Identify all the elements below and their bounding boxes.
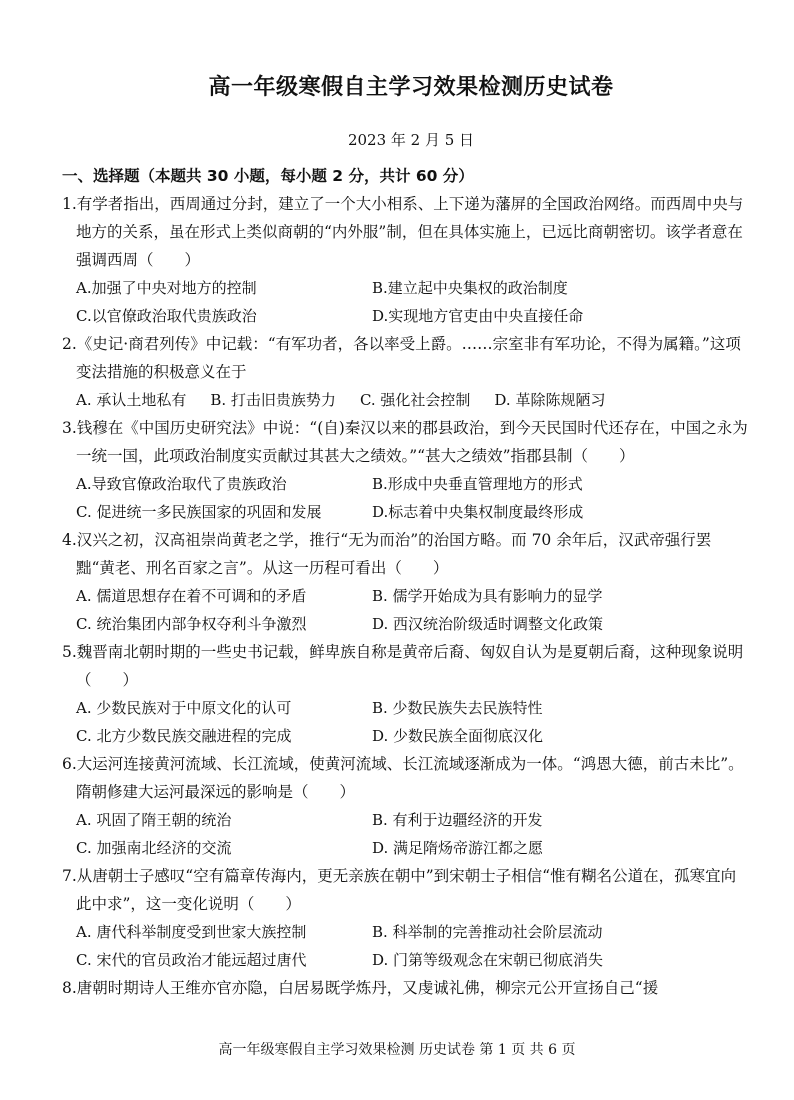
option-c: C. 统治集团内部争权夺利斗争激烈 — [76, 615, 307, 633]
section-heading: 一、选择题（本题共 30 小题，每小题 2 分，共计 60 分） — [62, 167, 474, 185]
question-7 — [62, 862, 750, 974]
option-b: B. 打击旧贵族势力 — [210, 391, 336, 409]
options-row — [62, 470, 750, 498]
option-d: D. 西汉统治阶级适时调整文化政策 — [372, 615, 604, 633]
option-c: C. 促进统一多民族国家的巩固和发展 — [76, 503, 322, 521]
exam-date: 2023 年 2 月 5 日 — [347, 131, 475, 149]
option-c: C. 加强南北经济的交流 — [76, 839, 232, 857]
option-b: B.建立起中央集权的政治制度 — [372, 279, 568, 297]
options-row — [62, 694, 750, 722]
question-stem: 8.唐朝时期诗人王维亦官亦隐，白居易既学炼丹，又虔诚礼佛，柳宗元公开宣扬自己“援 — [62, 979, 659, 997]
question-8 — [62, 974, 750, 1002]
option-c: C.以官僚政治取代贵族政治 — [76, 307, 257, 325]
option-d: D. 满足隋炀帝游江都之愿 — [372, 839, 544, 857]
option-b: B. 有利于边疆经济的开发 — [372, 811, 543, 829]
options-row — [62, 722, 750, 750]
option-b: B.形成中央垂直管理地方的形式 — [372, 475, 583, 493]
question-4 — [62, 526, 750, 638]
option-a: A. 唐代科举制度受到世家大族控制 — [76, 923, 307, 941]
options-row — [62, 834, 750, 862]
options-row — [62, 582, 750, 610]
question-stem: 7.从唐朝士子感叹“空有篇章传海内，更无亲族在朝中”到宋朝士子相信“惟有糊名公道在，孤寒宜向此中求”，这一变化说明（ ） — [62, 867, 737, 913]
option-b: B. 少数民族失去民族特性 — [372, 699, 543, 717]
question-stem: 2.《史记·商君列传》中记载：“有军功者，各以率受上爵。……宗室非有军功论，不得为属籍。”这项变法措施的积极意义在于 — [62, 335, 741, 381]
question-6 — [62, 750, 750, 862]
option-d: D.标志着中央集权制度最终形成 — [372, 503, 584, 521]
options-row — [62, 274, 750, 302]
page-footer: 高一年级寒假自主学习效果检测 历史试卷 第 1 页 共 6 页 — [218, 1042, 576, 1058]
question-3 — [62, 414, 750, 526]
option-a: A. 巩固了隋王朝的统治 — [76, 811, 232, 829]
question-stem: 5.魏晋南北朝时期的一些史书记载，鲜卑族自称是黄帝后裔、匈奴自认为是夏朝后裔，这种现象说明（ ） — [62, 643, 744, 689]
options-row — [62, 302, 750, 330]
option-a: A. 少数民族对于中原文化的认可 — [76, 699, 292, 717]
option-d: D. 革除陈规陋习 — [494, 391, 606, 409]
options-row — [62, 386, 750, 414]
option-a: A. 承认土地私有 — [76, 391, 187, 409]
options-row — [62, 806, 750, 834]
option-a: A. 儒道思想存在着不可调和的矛盾 — [76, 587, 307, 605]
option-a: A.加强了中央对地方的控制 — [76, 279, 257, 297]
question-1 — [62, 190, 750, 330]
option-c: C. 强化社会控制 — [359, 391, 471, 409]
options-row — [62, 498, 750, 526]
question-5 — [62, 638, 750, 750]
question-stem: 3.钱穆在《中国历史研究法》中说：“(自)秦汉以来的郡县政治，到今天民国时代还存在，中国之永为一统一国，此项政治制度实贡献过其甚大之绩效。”“甚大之绩效”指郡县制（ ） — [62, 419, 748, 465]
question-stem: 1.有学者指出，西周通过分封，建立了一个大小相系、上下递为藩屏的全国政治网络。而西周中央与地方的关系，虽在形式上类似商朝的“内外服”制，但在具体实施上，已远比商朝密切。该学者意在强调西周（ ） — [62, 195, 744, 269]
question-2 — [62, 330, 750, 414]
option-b: B. 科举制的完善推动社会阶层流动 — [372, 923, 603, 941]
options-row — [62, 610, 750, 638]
question-stem: 4.汉兴之初，汉高祖崇尚黄老之学，推行“无为而治”的治国方略。而 70 余年后，汉武帝强行罢黜“黄老、刑名百家之言”。从这一历程可看出（ ） — [62, 531, 712, 577]
option-a: A.导致官僚政治取代了贵族政治 — [76, 475, 287, 493]
option-c: C. 宋代的官员政治才能远超过唐代 — [76, 951, 307, 969]
option-b: B. 儒学开始成为具有影响力的显学 — [372, 587, 603, 605]
option-d: D.实现地方官吏由中央直接任命 — [372, 307, 584, 325]
page-title: 高一年级寒假自主学习效果检测历史试卷 — [208, 75, 614, 100]
option-c: C. 北方少数民族交融进程的完成 — [76, 727, 292, 745]
options-row — [62, 946, 750, 974]
options-row — [62, 918, 750, 946]
option-d: D. 少数民族全面彻底汉化 — [372, 727, 544, 745]
option-d: D. 门第等级观念在宋朝已彻底消失 — [372, 951, 604, 969]
question-stem: 6.大运河连接黄河流域、长江流域，使黄河流域、长江流域逐渐成为一体。“鸿恩大德，前古未比”。隋朝修建大运河最深远的影响是（ ） — [62, 755, 744, 801]
